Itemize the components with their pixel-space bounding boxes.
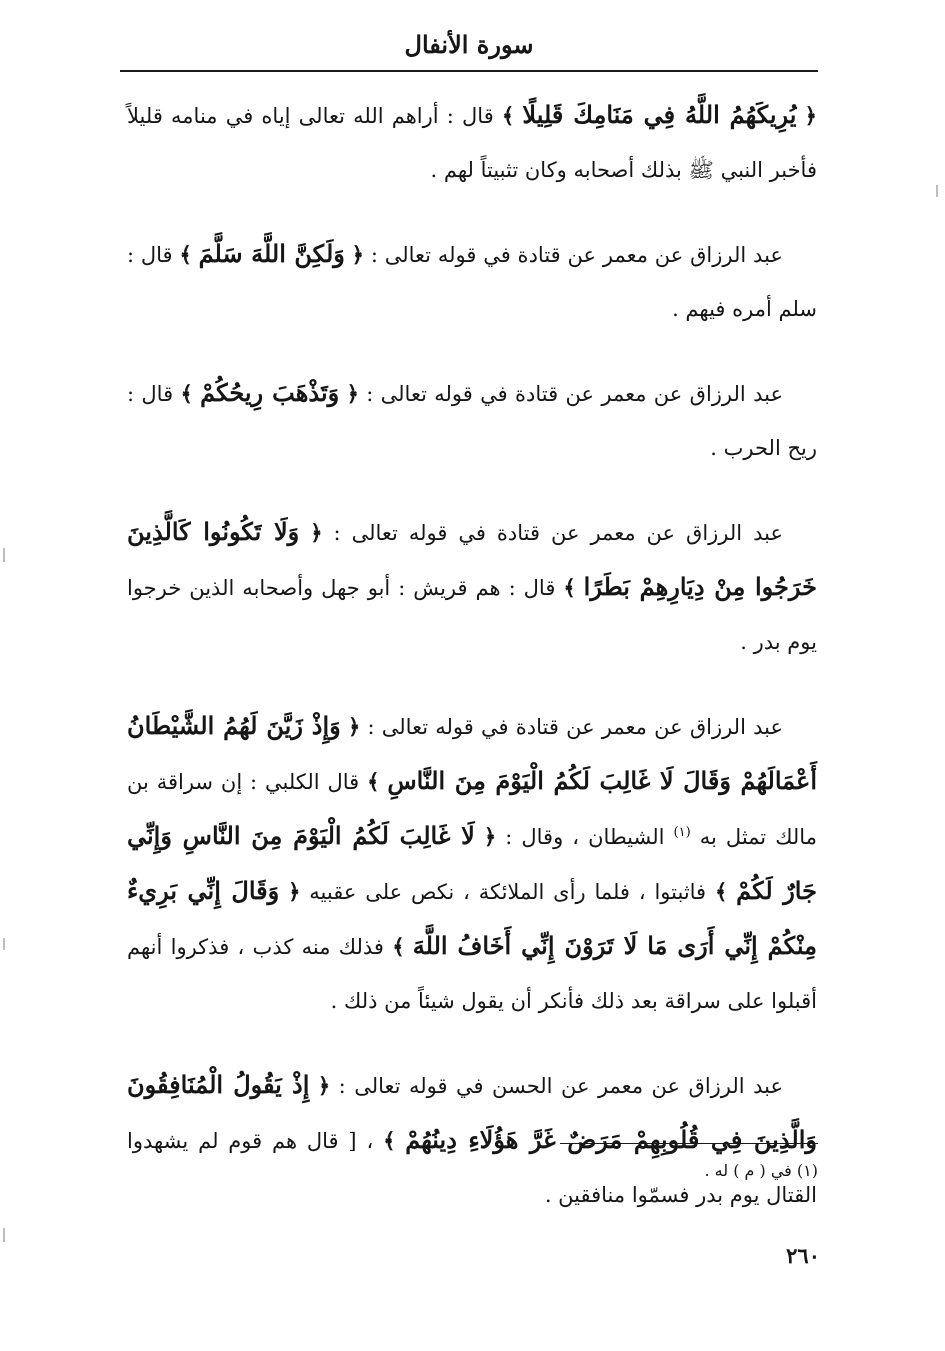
quran-close-bracket: ﴾ xyxy=(714,879,728,904)
commentary-text: فذلك منه كذب ، فذكروا أنهم أقبلوا على سراقة بعد ذلك فأنكر أن يقول شيئاً من ذلك . xyxy=(127,935,817,1013)
commentary-text: فاثبتوا ، فلما رأى الملائكة ، نكص على عقبيه xyxy=(309,880,707,904)
quran-verse: إِذْ يَقُولُ الْمُنَافِقُونَ وَالَّذِينَ فِي قُلُوبِهِمْ مَرَضٌ غَرَّ هَؤُلَاءِ دِينُهُمْ xyxy=(127,1070,818,1154)
narration-chain: عبد الرزاق عن معمر عن قتادة في قوله تعالى : xyxy=(367,715,784,739)
scan-edge-mark xyxy=(3,938,5,950)
page-number: ٢٦٠ xyxy=(786,1243,820,1268)
paragraph-4 xyxy=(127,505,817,669)
paragraph-2 xyxy=(127,227,817,336)
quran-close-bracket: ﴾ xyxy=(501,103,515,128)
narration-chain: عبد الرزاق عن معمر عن قتادة في قوله تعالى : xyxy=(333,521,783,545)
scan-edge-mark xyxy=(3,548,5,562)
footnote-reference[interactable]: (١) xyxy=(673,825,691,840)
page-title: سورة الأنفال xyxy=(404,30,534,59)
quran-open-bracket: ﴿ xyxy=(288,879,301,904)
quran-verse: وَإِذْ زَيَّنَ لَهُمُ الشَّيْطَانُ أَعْمَالَهُمْ وَقَالَ لَا غَالِبَ لَكُمُ الْيَوْمَ مِنَ النَّاسِ xyxy=(127,711,817,795)
quran-verse: وَلَكِنَّ اللَّهَ سَلَّمَ xyxy=(198,239,345,268)
quran-close-bracket: ﴾ xyxy=(179,242,192,267)
narration-chain: عبد الرزاق عن معمر عن قتادة في قوله تعالى : xyxy=(370,243,783,267)
main-text xyxy=(127,88,817,1252)
quran-open-bracket: ﴿ xyxy=(317,1073,331,1098)
scan-edge-mark xyxy=(936,185,938,197)
quran-open-bracket: ﴿ xyxy=(483,824,497,849)
quran-close-bracket: ﴾ xyxy=(367,769,380,794)
quran-open-bracket: ﴿ xyxy=(346,381,359,406)
header-divider xyxy=(120,70,818,72)
commentary-text: قال الكلبي : إن سراقة بن مالك تمثل به xyxy=(127,770,817,849)
quran-open-bracket: ﴿ xyxy=(804,103,817,128)
quran-close-bracket: ﴾ xyxy=(180,381,193,406)
quran-verse: يُرِيكَهُمُ اللَّهُ فِي مَنَامِكَ قَلِيلًا xyxy=(522,100,797,129)
commentary-text: الشيطان ، وقال : xyxy=(505,825,665,849)
footnote: (١) في ( م ) له . xyxy=(704,1161,818,1180)
commentary-text: ، [ قال هم قوم لم يشهدوا القتال يوم بدر فسمّوا منافقين . xyxy=(127,1129,817,1207)
scan-edge-mark xyxy=(3,1228,5,1242)
narration-chain: عبد الرزاق عن معمر عن الحسن في قوله تعالى : xyxy=(338,1074,783,1098)
quran-verse: وَلَا تَكُونُوا كَالَّذِينَ خَرَجُوا مِنْ دِيَارِهِمْ بَطَرًا xyxy=(127,517,817,601)
quran-open-bracket: ﴿ xyxy=(351,242,364,267)
commentary-text: قال : سلم أمره فيهم . xyxy=(127,243,817,321)
quran-verse: وَقَالَ إِنِّي بَرِيءٌ مِنْكُمْ إِنِّي أَرَى مَا لَا تَرَوْنَ إِنِّي أَخَافُ اللَّهَ xyxy=(127,876,817,960)
quran-close-bracket: ﴾ xyxy=(563,575,576,600)
commentary-text: قال : ريح الحرب . xyxy=(127,382,817,460)
quran-open-bracket: ﴿ xyxy=(310,520,323,545)
narration-chain: عبد الرزاق عن معمر عن قتادة في قوله تعالى : xyxy=(366,382,783,406)
paragraph-5 xyxy=(127,699,817,1028)
paragraph-3 xyxy=(127,366,817,475)
paragraph-1 xyxy=(127,88,817,197)
footnote-divider xyxy=(560,1143,818,1144)
commentary-text: قال : هم قريش : أبو جهل وأصحابه الذين خرجوا يوم بدر . xyxy=(127,576,817,654)
commentary-text: قال : أراهم الله تعالى إياه في منامه قليلاً فأخبر النبي ﷺ بذلك أصحابه وكان تثبيتاً لهم . xyxy=(127,104,817,182)
quran-close-bracket: ﴾ xyxy=(392,934,405,959)
paragraph-6 xyxy=(127,1058,817,1222)
quran-close-bracket: ﴾ xyxy=(383,1128,396,1153)
quran-open-bracket: ﴿ xyxy=(347,714,361,739)
quran-verse: لَا غَالِبَ لَكُمُ الْيَوْمَ مِنَ النَّاسِ وَإِنِّي جَارٌ لَكُمْ xyxy=(127,821,817,905)
quran-verse: وَتَذْهَبَ رِيحُكُمْ xyxy=(200,378,340,407)
